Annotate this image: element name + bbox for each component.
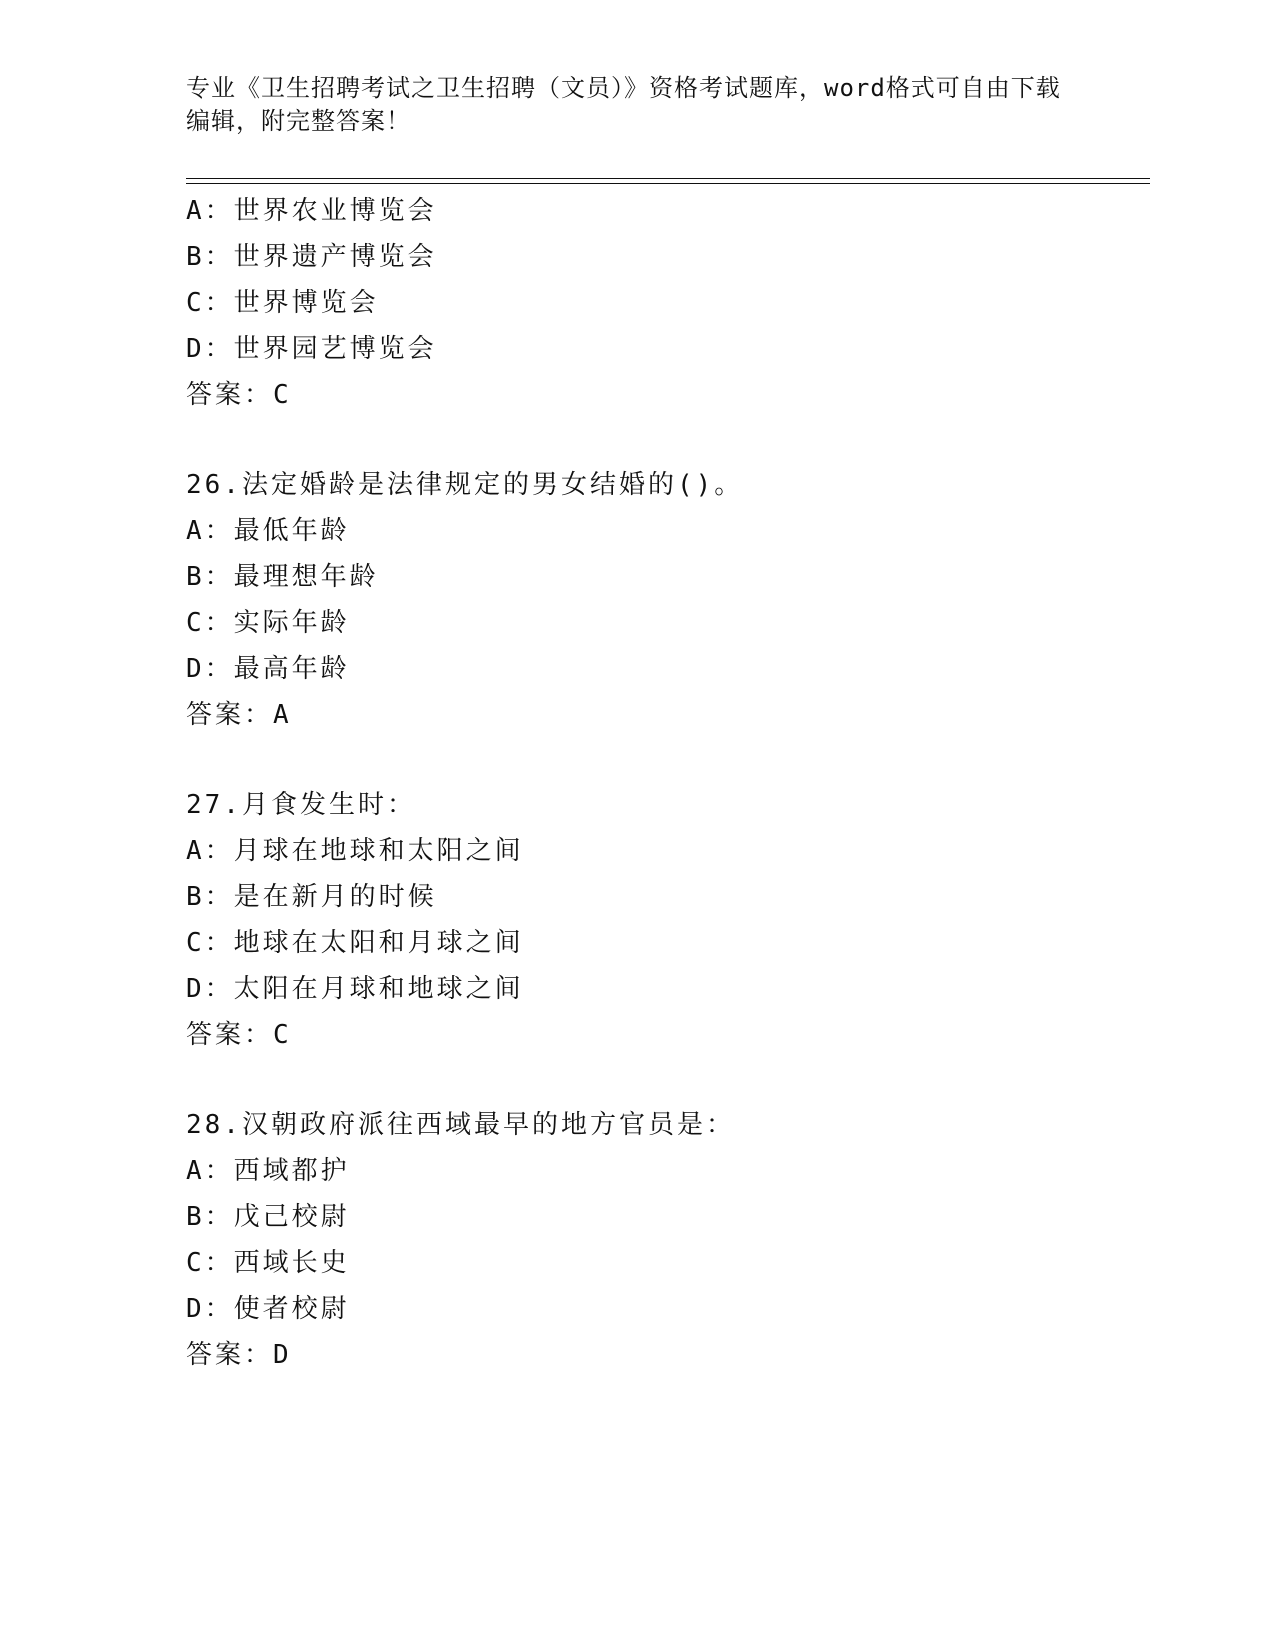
option-d: D：使者校尉 [186,1294,350,1324]
option-c: C：地球在太阳和月球之间 [186,928,524,958]
question-title: 28.汉朝政府派往西域最早的地方官员是： [186,1110,735,1140]
question-26 [186,462,1150,738]
question-27 [186,782,1150,1058]
option-a: A：西域都护 [186,1156,350,1186]
question-title: 26.法定婚龄是法律规定的男女结婚的()。 [186,470,744,500]
spacer [186,418,1150,462]
header-line-2: 编辑，附完整答案！ [186,107,411,135]
answer: 答案：D [186,1340,292,1370]
header-line-1: 专业《卫生招聘考试之卫生招聘（文员）》资格考试题库，word格式可自由下载 [186,74,1061,102]
header-divider-top [186,178,1150,179]
option-d: D：太阳在月球和地球之间 [186,974,524,1004]
option-a: A：月球在地球和太阳之间 [186,836,524,866]
answer: 答案：C [186,1020,292,1050]
question-25-partial [186,188,1150,418]
option-a: A：世界农业博览会 [186,196,437,226]
document-header [186,72,1066,138]
question-28 [186,1102,1150,1378]
option-d: D：世界园艺博览会 [186,334,437,364]
spacer [186,738,1150,782]
question-list [186,188,1150,1378]
option-a: A：最低年龄 [186,516,350,546]
question-title: 27.月食发生时： [186,790,416,820]
answer: 答案：A [186,700,292,730]
option-c: C：实际年龄 [186,608,350,638]
option-c: C：西域长史 [186,1248,350,1278]
spacer [186,1058,1150,1102]
header-divider-bottom [186,183,1150,184]
option-b: B：世界遗产博览会 [186,242,437,272]
option-d: D：最高年龄 [186,654,350,684]
option-b: B：最理想年龄 [186,562,379,592]
answer: 答案：C [186,380,292,410]
option-b: B：戊己校尉 [186,1202,350,1232]
option-b: B：是在新月的时候 [186,882,437,912]
option-c: C：世界博览会 [186,288,379,318]
